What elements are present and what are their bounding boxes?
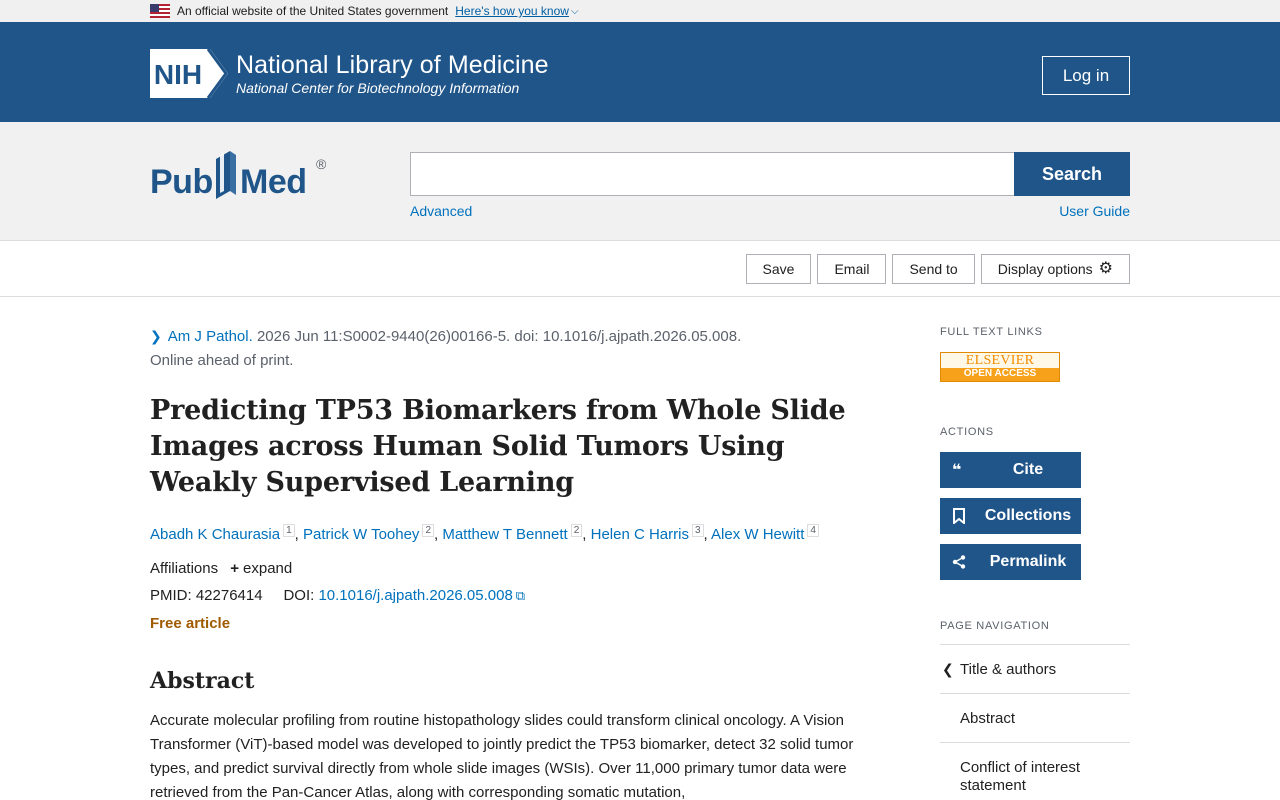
user-guide-link[interactable]: User Guide — [1059, 203, 1130, 219]
search-button[interactable]: Search — [1014, 152, 1130, 196]
ncbi-subtitle: National Center for Biotechnology Information — [236, 80, 520, 96]
display-options-label: Display options — [997, 261, 1093, 277]
elsevier-label: ELSEVIER — [941, 353, 1059, 368]
article-main — [150, 324, 890, 800]
bookmark-icon — [952, 498, 966, 534]
quote-icon: ❝ — [952, 462, 962, 479]
heres-how-you-know-link[interactable]: Here's how you know — [455, 4, 569, 18]
author-link[interactable]: Matthew T Bennett $^2$ — [442, 526, 582, 543]
author-link[interactable]: Abadh K Chaurasia $^1$ — [150, 526, 295, 543]
nav-item-label: Abstract — [960, 709, 1016, 727]
chevron-right-icon[interactable]: ❯ — [150, 328, 162, 344]
citation-line — [150, 324, 890, 373]
chevron-left-icon: ❮ — [942, 660, 954, 677]
external-link-icon[interactable]: ⧉ — [515, 588, 526, 603]
free-article-label: Free article — [150, 615, 231, 632]
chevron-down-icon[interactable]: ⌵ — [570, 5, 579, 17]
permalink-label: Permalink — [989, 553, 1067, 570]
affiliation-ref[interactable]: 3 — [692, 524, 704, 537]
nih-badge-icon — [150, 49, 228, 98]
nlm-title: National Library of Medicine — [236, 51, 549, 79]
nav-item-label: Conflict of interest statement — [960, 759, 1081, 794]
nav-item-title-authors[interactable] — [940, 645, 1130, 694]
email-button[interactable] — [817, 254, 886, 284]
nav-item-abstract[interactable] — [940, 694, 1130, 743]
author-link[interactable]: Helen C Harris $^3$ — [591, 526, 704, 543]
nlm-logo[interactable] — [150, 49, 549, 98]
pmid-label: PMID: — [150, 587, 192, 604]
cite-label: Cite — [1012, 461, 1044, 478]
pubmed-logo[interactable] — [150, 147, 335, 209]
share-icon — [952, 544, 966, 580]
article-action-bar — [0, 241, 1280, 297]
full-text-links-label: FULL TEXT LINKS — [940, 326, 1043, 338]
nav-item-conflict-of-interest[interactable] — [940, 743, 1130, 800]
svg-text:®: ® — [316, 156, 327, 172]
page-navigation-list — [940, 644, 1130, 800]
pubmed-logo-text-right: Med — [240, 163, 307, 201]
permalink-button[interactable] — [940, 544, 1081, 580]
affiliation-ref[interactable]: 1 — [283, 524, 295, 537]
author-link[interactable]: Alex W Hewitt $^4$ — [711, 526, 819, 543]
plus-icon[interactable]: + — [230, 560, 240, 577]
search-band — [0, 122, 1280, 241]
gov-banner — [0, 0, 1280, 22]
pubmed-logo-text-left: Pub — [150, 163, 213, 201]
gov-banner-text: An official website of the United States government — [177, 4, 449, 18]
doi-link[interactable]: 10.1016/j.ajpath.2026.05.008 — [318, 587, 513, 604]
expand-affiliations-button[interactable]: expand — [243, 560, 293, 577]
affiliations-label: Affiliations — [150, 560, 219, 577]
affiliations-row — [150, 559, 890, 579]
open-access-label: OPEN ACCESS — [963, 368, 1037, 379]
affiliation-ref[interactable]: 2 — [422, 524, 434, 537]
nih-badge-text: NIH — [153, 59, 203, 90]
cite-button[interactable] — [940, 452, 1081, 488]
affiliation-ref[interactable]: 2 — [571, 524, 583, 537]
abstract-heading: Abstract — [150, 668, 255, 694]
collections-label: Collections — [984, 507, 1072, 524]
article-sidebar — [940, 326, 1130, 800]
page-navigation-label: PAGE NAVIGATION — [940, 620, 1050, 632]
journal-link[interactable]: Am J Pathol. — [167, 328, 253, 345]
affiliation-ref[interactable]: 4 — [807, 524, 819, 537]
collections-button[interactable] — [940, 498, 1081, 534]
article-title: Predicting TP53 Biomarkers from Whole Slide Images across Human Solid Tumors Using Weakly Supervised Learning — [150, 395, 846, 498]
nav-item-label: Title & authors — [960, 660, 1057, 678]
pmid-value: 42276414 — [195, 587, 263, 604]
email-label: Email — [834, 261, 870, 277]
display-options-button[interactable] — [981, 254, 1130, 284]
nih-header — [0, 22, 1280, 122]
publication-status: Online ahead of print. — [150, 352, 294, 369]
save-button[interactable] — [746, 254, 812, 284]
advanced-search-link[interactable]: Advanced — [410, 203, 473, 219]
elsevier-open-access-link[interactable] — [940, 352, 1060, 382]
identifiers-row — [150, 586, 890, 606]
doi-label: DOI: — [283, 587, 315, 604]
author-list: Abadh K Chaurasia $^1$ , Patrick W Toohey $^2$ , Matthew T Bennett $^2$ , Helen C Harris $^3$ , Alex W Hewitt $^4$ — [150, 519, 890, 547]
gear-icon: ⚙ — [1098, 260, 1113, 277]
send-to-label: Send to — [909, 261, 958, 277]
save-label: Save — [762, 261, 795, 277]
login-button[interactable]: Log in — [1042, 56, 1130, 95]
search-input[interactable] — [410, 152, 1015, 196]
citation-text: 2026 Jun 11:S0002-9440(26)00166-5. doi: 10.1016/j.ajpath.2026.05.008. — [256, 328, 742, 345]
abstract-text: Accurate molecular profiling from routine histopathology slides could transform clinical oncology. A Vision Transformer (ViT)-based model was developed to jointly predict the TP53 biomarker, detect 32 solid tumor types, and predict survival directly from whole slide images (WSIs). Over 11,000 primary tumor data were retrieved from the Pan-Cancer Atlas, along with corresponding somatic mutation, — [150, 712, 854, 800]
send-to-button[interactable] — [892, 254, 974, 284]
author-link[interactable]: Patrick W Toohey $^2$ — [303, 526, 434, 543]
us-flag-icon — [150, 4, 170, 18]
actions-label: ACTIONS — [940, 426, 994, 438]
